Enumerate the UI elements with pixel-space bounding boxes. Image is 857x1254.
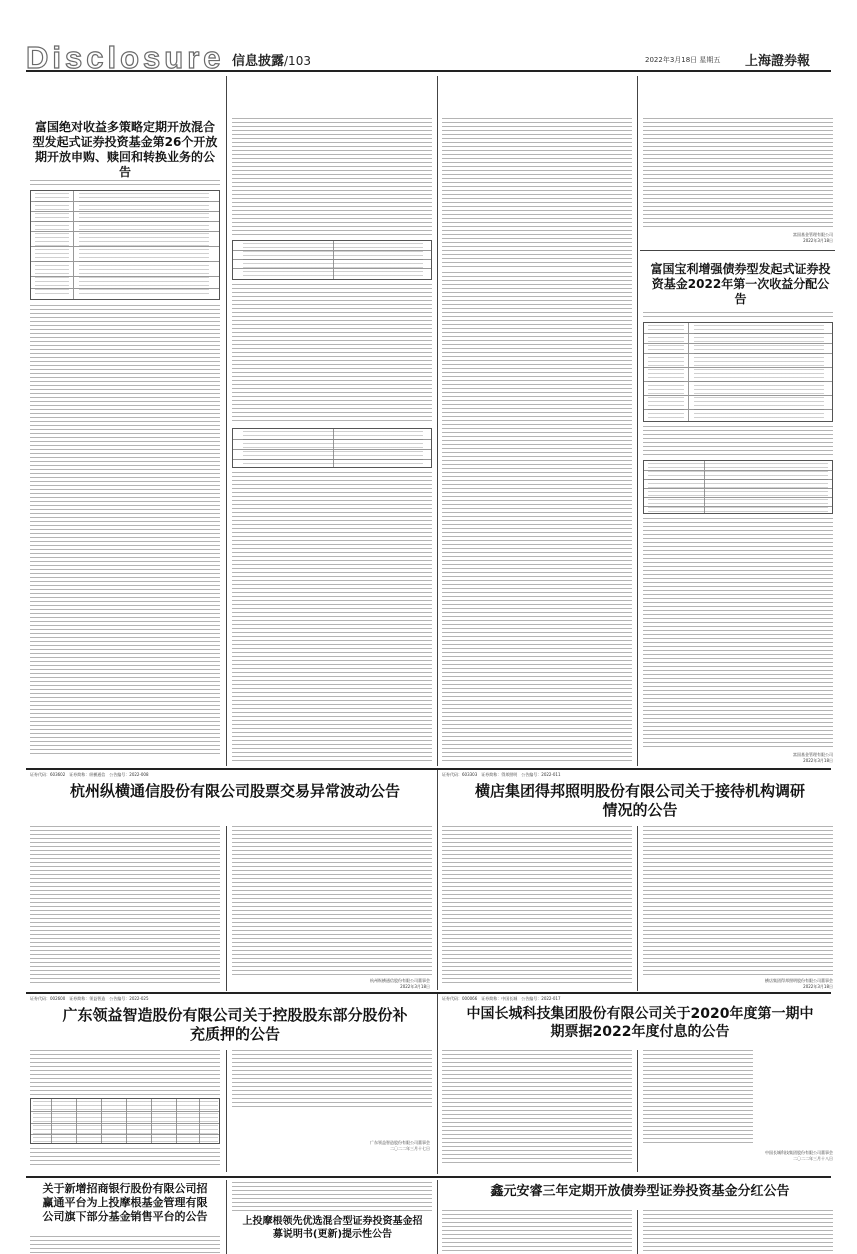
article-9-body — [442, 1210, 632, 1254]
section-title-text: 信息披露 — [232, 54, 285, 69]
article-4-body-left — [442, 826, 632, 986]
article-1-body — [30, 305, 220, 755]
article-title-9: 鑫元安睿三年定期开放债券型证券投资基金分红公告 — [490, 1184, 790, 1199]
article-1-body-col3b — [442, 272, 632, 762]
article-2-table — [643, 322, 833, 422]
article-4-body-right — [643, 826, 833, 976]
article-1-body-col2a — [232, 118, 432, 238]
article-title-3: 杭州纵横通信股份有限公司股票交易异常波动公告 — [69, 782, 400, 800]
article-title-4: 横店集团得邦照明股份有限公司关于接待机构调研情况的公告 — [474, 782, 805, 819]
article-title-8: 上投摩根领先优选混合型证券投资基金招募说明书(更新)提示性公告 — [242, 1216, 423, 1240]
article-5-body — [30, 1050, 220, 1096]
article-1-body-col4 — [643, 118, 833, 228]
article-title-6: 中国长城科技集团股份有限公司关于2020年度第一期中期票据2022年度付息的公告 — [466, 1006, 814, 1040]
article-7-body — [30, 1236, 220, 1254]
article-2-table-2 — [643, 460, 833, 514]
article-1-fee-table — [232, 240, 432, 280]
article-title-2: 富国宝利增强债券型发起式证券投资基金2022年第一次收益分配公告 — [650, 262, 831, 306]
article-1-body-col2c — [232, 472, 432, 762]
section-word: Disclosure — [26, 40, 225, 75]
article-6-body-right — [643, 1050, 753, 1145]
article-1-body-col3a — [442, 118, 632, 268]
article-3-body-right — [232, 826, 432, 976]
article-title-7: 关于新增招商银行股份有限公司招赢通平台为上投摩根基金管理有限公司旗下部分基金销售平台的公告 — [42, 1182, 208, 1223]
masthead — [0, 0, 857, 75]
paper-logo: 上海證券報 — [745, 54, 811, 69]
page-number: /103 — [284, 54, 311, 68]
article-title-1: 富国绝对收益多策略定期开放混合型发起式证券投资基金第26个开放期开放申购、赎回和转换业务的公告 — [32, 120, 218, 179]
section-title — [232, 50, 311, 69]
article-1-fee-table-2 — [232, 428, 432, 468]
article-2-body — [643, 518, 833, 748]
article-5-body-right — [232, 1050, 432, 1110]
issue-date: 2022年3月18日 星期五 — [645, 56, 721, 64]
article-1-body-col2b — [232, 284, 432, 424]
article-title-5: 广东领益智造股份有限公司关于控股股东部分股份补充质押的公告 — [62, 1006, 408, 1043]
article-1-table — [30, 190, 220, 300]
article-5-pledge-table — [30, 1098, 220, 1144]
article-6-body-left — [442, 1050, 632, 1165]
masthead-rule — [26, 70, 831, 72]
article-3-body-left — [30, 826, 220, 986]
article-1-dateline — [30, 180, 220, 188]
